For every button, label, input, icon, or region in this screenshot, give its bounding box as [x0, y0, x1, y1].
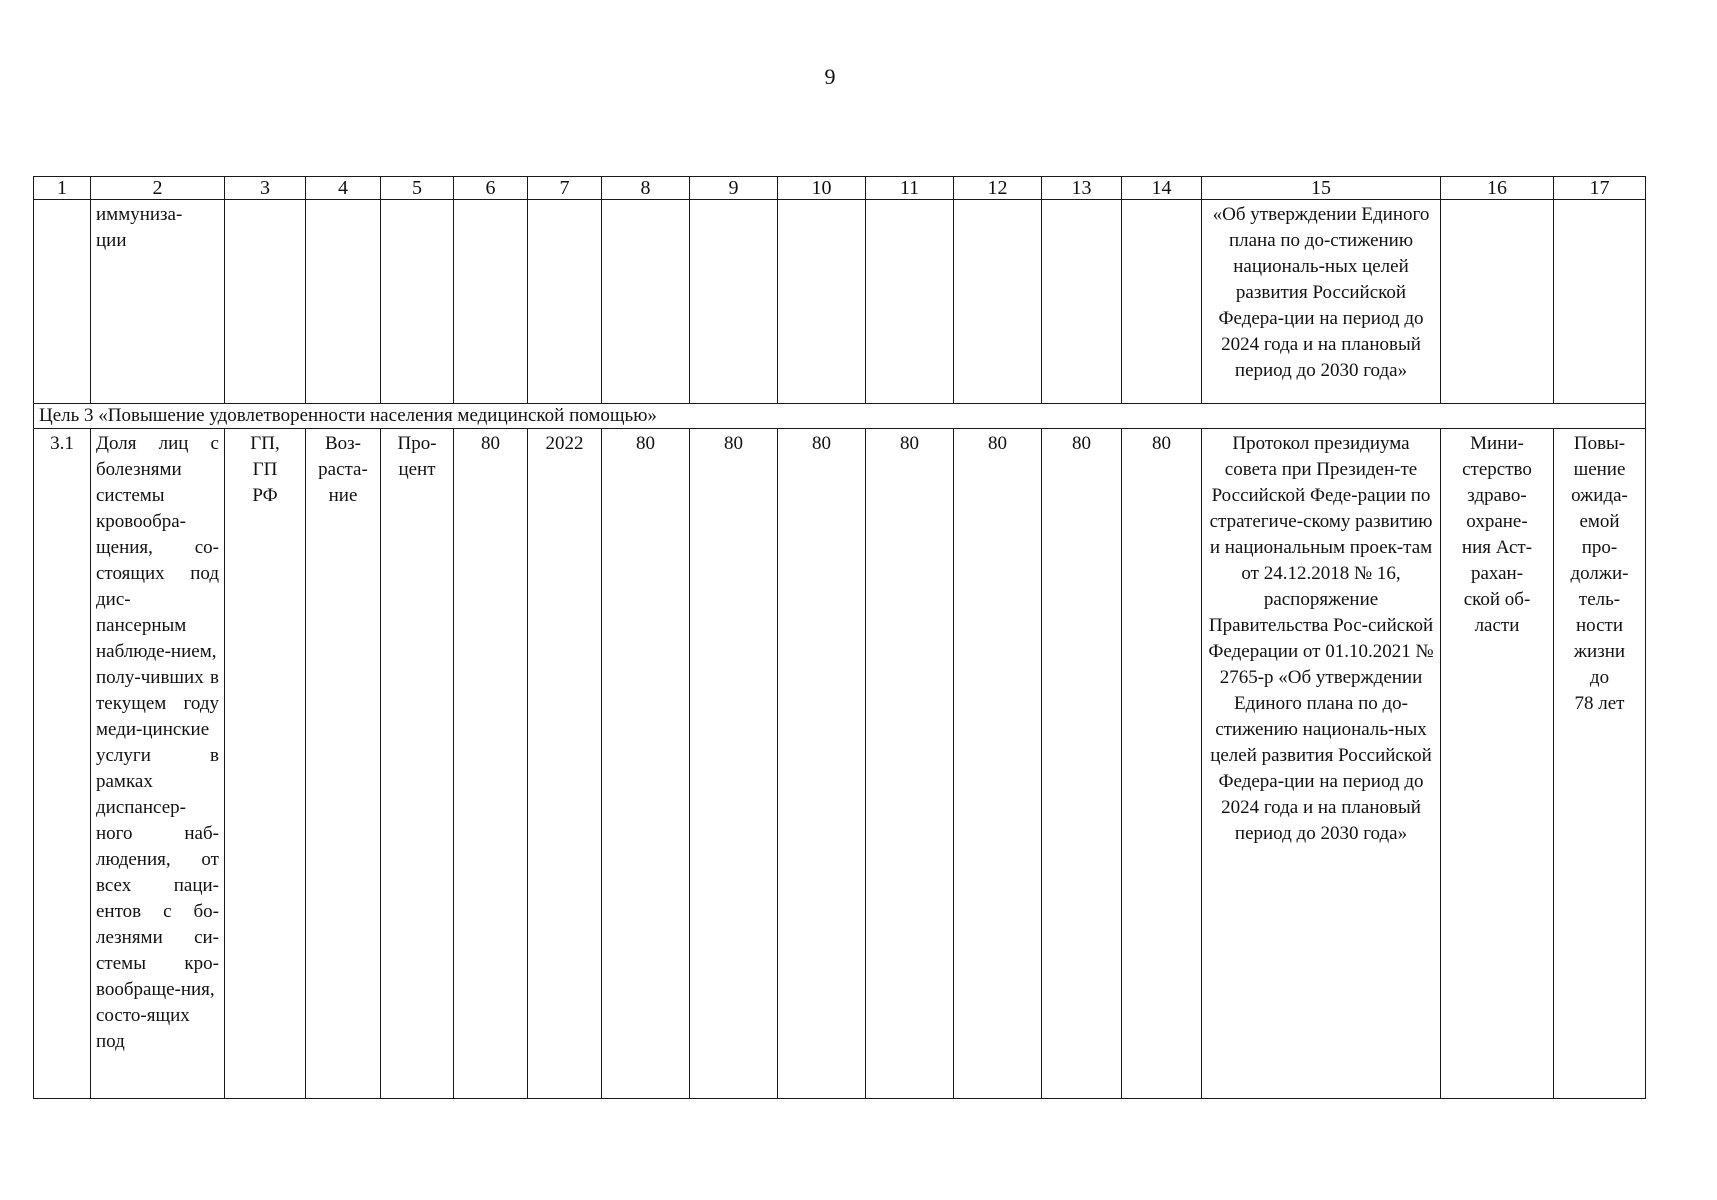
header-cell: 12 — [954, 177, 1042, 200]
indicators-table — [33, 176, 1646, 1099]
table-cell — [954, 200, 1042, 404]
table-cell — [1042, 200, 1122, 404]
target-value-cell: 80 — [602, 429, 690, 1099]
base-value-cell: 80 — [454, 429, 528, 1099]
header-cell: 3 — [225, 177, 306, 200]
target-value-cell: 80 — [954, 429, 1042, 1099]
header-row — [34, 177, 1646, 200]
document-reference-cell: «Об утверждении Единого плана по до-стижению националь-ных целей развития Российской Федера-ции на период до 2024 года и на плановый период до 2030 года» — [1202, 200, 1441, 404]
indicator-unit-cell: Про- цент — [381, 429, 454, 1099]
table-cell — [1441, 200, 1554, 404]
table-cell — [528, 200, 602, 404]
table-row — [34, 429, 1646, 1099]
indicator-name-cell: иммуниза- ции — [91, 200, 225, 404]
header-cell: 2 — [91, 177, 225, 200]
header-cell: 1 — [34, 177, 91, 200]
header-cell: 14 — [1122, 177, 1202, 200]
indicator-number: 3.1 — [34, 429, 91, 1099]
base-year-cell: 2022 — [528, 429, 602, 1099]
table-cell — [690, 200, 778, 404]
target-value-cell: 80 — [1122, 429, 1202, 1099]
table-cell — [778, 200, 866, 404]
linked-goal-cell: Повы- шение ожида- емой про- должи- тель- ности жизни до 78 лет — [1554, 429, 1646, 1099]
header-cell: 9 — [690, 177, 778, 200]
table-cell — [381, 200, 454, 404]
target-value-cell: 80 — [866, 429, 954, 1099]
table-cell — [1554, 200, 1646, 404]
table-cell — [866, 200, 954, 404]
header-cell: 11 — [866, 177, 954, 200]
target-value-cell: 80 — [690, 429, 778, 1099]
header-cell: 17 — [1554, 177, 1646, 200]
responsible-body-cell: Мини- стерство здраво- охране- ния Аст- рахан- ской об- ласти — [1441, 429, 1554, 1099]
header-cell: 15 — [1202, 177, 1441, 200]
goal-title: Цель 3 «Повышение удовлетворенности населения медицинской помощью» — [34, 404, 1646, 429]
header-cell: 7 — [528, 177, 602, 200]
header-cell: 13 — [1042, 177, 1122, 200]
header-cell: 8 — [602, 177, 690, 200]
goal-row — [34, 404, 1646, 429]
table-cell — [225, 200, 306, 404]
document-reference-cell: Протокол президиума совета при Президен-те Российской Феде-рации по стратегиче-скому развитию и национальным проек-там от 24.12.2018 № 16, распоряжение Правительства Рос-сийской Федерации от 01.10.2021 № 2765-р «Об утверждении Единого плана по до-стижению националь-ных целей развития Российской Федера-ции на период до 2024 года и на плановый период до 2030 года» — [1202, 429, 1441, 1099]
continuation-row — [34, 200, 1646, 404]
header-cell: 6 — [454, 177, 528, 200]
indicator-source-cell: ГП, ГП РФ — [225, 429, 306, 1099]
header-cell: 16 — [1441, 177, 1554, 200]
target-value-cell: 80 — [778, 429, 866, 1099]
header-cell: 4 — [306, 177, 381, 200]
indicator-trend-cell: Воз- раста- ние — [306, 429, 381, 1099]
table-cell — [306, 200, 381, 404]
target-value-cell: 80 — [1042, 429, 1122, 1099]
header-cell: 5 — [381, 177, 454, 200]
header-cell: 10 — [778, 177, 866, 200]
table-cell — [34, 200, 91, 404]
indicator-name-cell: Доля лиц с болезнями системы кровообра-щения, со-стоящих под дис-пансерным наблюде-нием, полу-чивших в текущем году меди-цинские услуги в рамках диспансер-ного наб-людения, от всех паци-ентов с бо-лезнями си-стемы кро-вообраще-ния, состо-ящих под — [91, 429, 225, 1099]
table-cell — [454, 200, 528, 404]
table-cell — [602, 200, 690, 404]
page-number: 9 — [824, 64, 836, 89]
table-cell — [1122, 200, 1202, 404]
